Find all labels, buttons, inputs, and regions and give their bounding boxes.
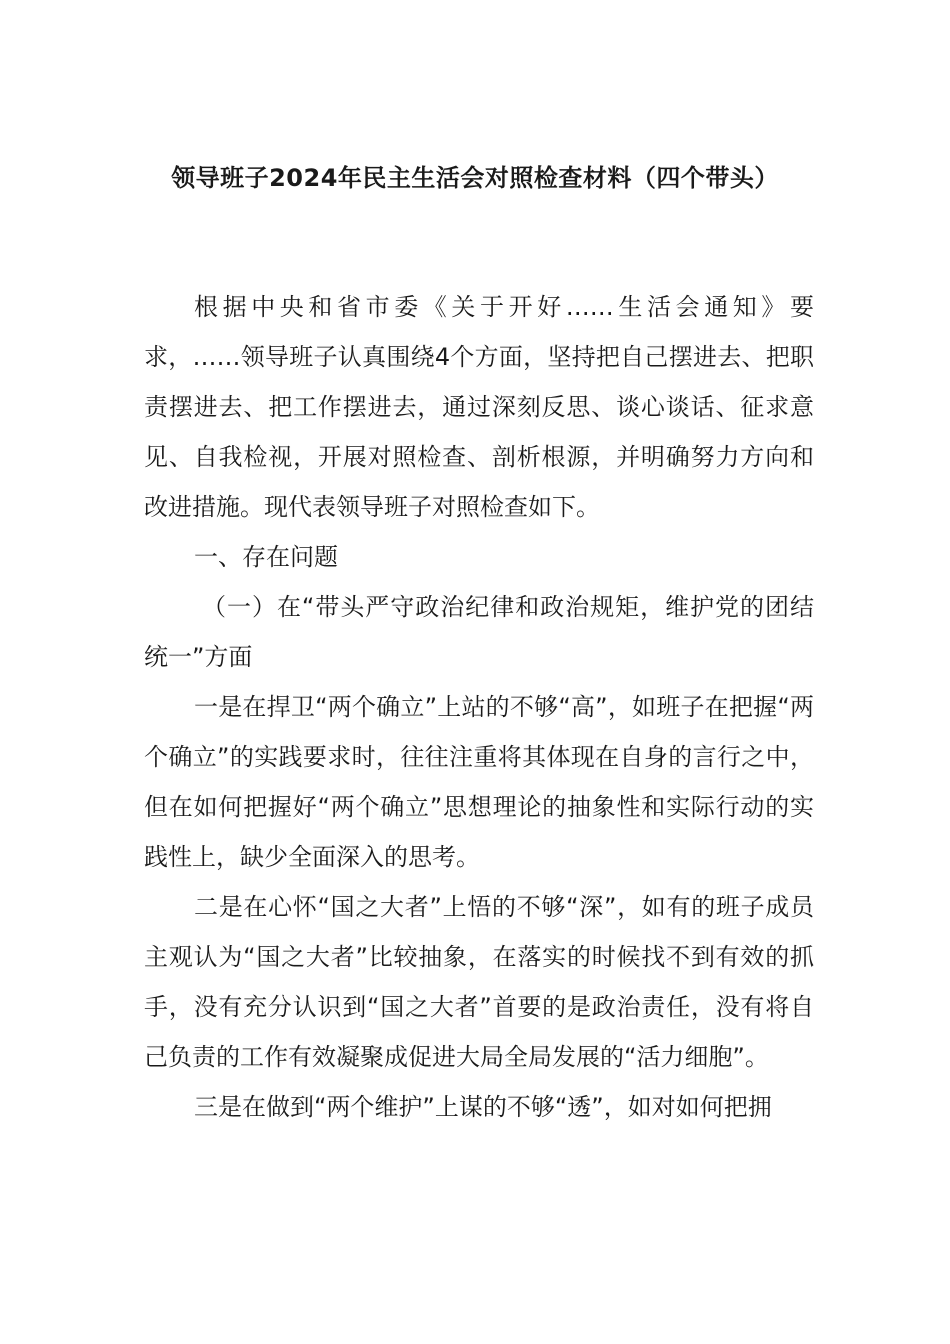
subsection-heading: （一）在“带头严守政治纪律和政治规矩，维护党的团结统一”方面: [144, 593, 814, 671]
intro-paragraph: 根据中央和省市委《关于开好……生活会通知》要求，……领导班子认真围绕4个方面，坚持把自己摆进去、把职责摆进去、把工作摆进去，通过深刻反思、谈心谈话、征求意见、自我检视，开展对照检查、剖析根源，并明确努力方向和改进措施。现代表领导班子对照检查如下。: [144, 293, 814, 521]
section-heading: 一、存在问题: [194, 543, 338, 571]
body-paragraph: 一是在捍卫“两个确立”上站的不够“高”，如班子在把握“两个确立”的实践要求时，往往注重将其体现在自身的言行之中，但在如何把握好“两个确立”思想理论的抽象性和实际行动的实践性上，缺少全面深入的思考。: [144, 693, 814, 871]
document-title: 领导班子2024年民主生活会对照检查材料（四个带头）: [171, 164, 779, 192]
body-paragraph: 三是在做到“两个维护”上谋的不够“透”，如对如何把拥: [194, 1093, 772, 1121]
body-paragraph: 二是在心怀“国之大者”上悟的不够“深”，如有的班子成员主观认为“国之大者”比较抽象，在落实的时候找不到有效的抓手，没有充分认识到“国之大者”首要的是政治责任，没有将自己负责的工作有效凝聚成促进大局全局发展的“活力细胞”。: [144, 893, 814, 1071]
document-body: [144, 282, 814, 1132]
